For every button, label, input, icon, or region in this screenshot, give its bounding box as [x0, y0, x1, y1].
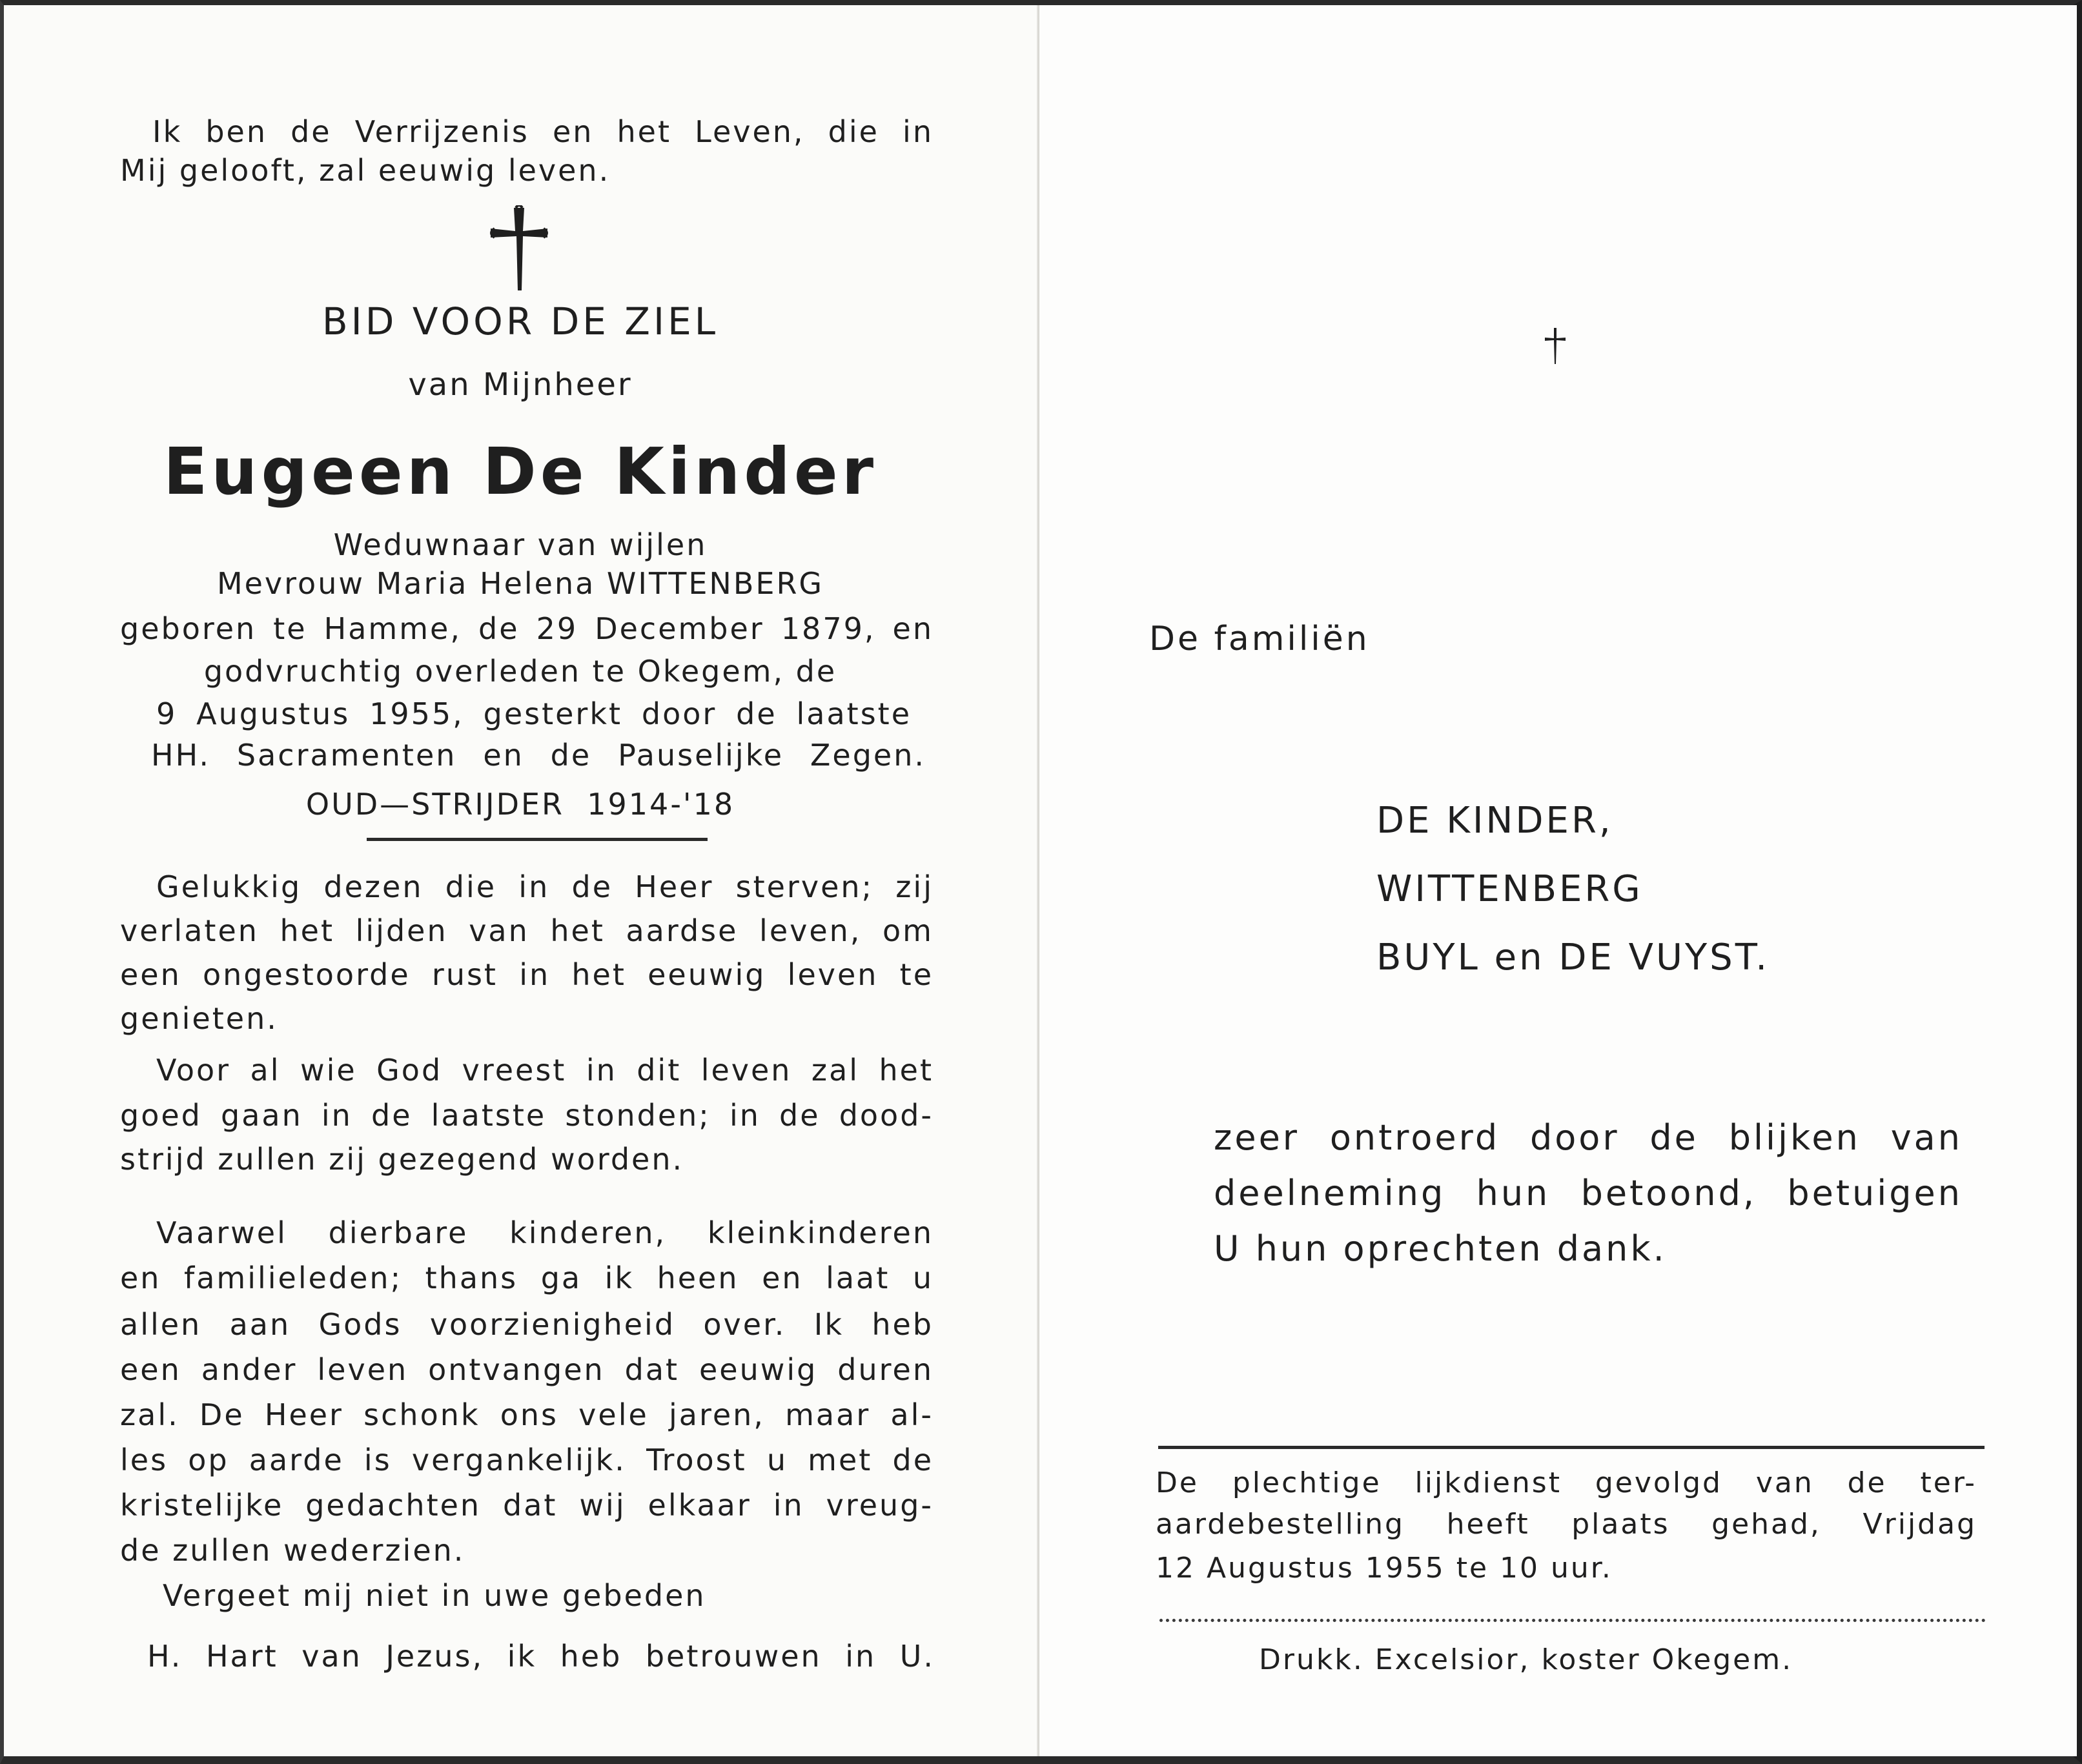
family-name-3: BUYL en DE VUYST. [1376, 937, 1770, 978]
detail-line-3: geboren te Hamme, de 29 December 1879, en [120, 611, 934, 646]
body-line-9: en familieleden; thans ga ik heen en laat u [120, 1261, 934, 1295]
verse-line-1: Ik ben de Verrijzenis en het Leven, die in [152, 114, 934, 149]
service-line-3: 12 Augustus 1955 te 10 uur. [1156, 1552, 1613, 1585]
body-line-15: de zullen wederzien. [120, 1533, 465, 1568]
verse-line-2: Mij gelooft, zal eeuwig leven. [120, 153, 611, 188]
cross-icon [480, 205, 558, 296]
detail-line-2: Mevrouw Maria Helena WITTENBERG [216, 566, 824, 601]
thanks-line-2: deelneming hun betoond, betuigen [1214, 1173, 1963, 1213]
body-line-3: een ongestoorde rust in het eeuwig leven te [120, 957, 934, 992]
body-line-2: verlaten het lijden van het aardse leven, om [120, 913, 934, 948]
thanks-line-3: U hun oprechten dank. [1214, 1228, 1667, 1269]
detail-line-5: 9 Augustus 1955, gesterkt door de laatste [156, 696, 912, 731]
body-line-4: genieten. [120, 1001, 278, 1036]
family-name-2: WITTENBERG [1376, 868, 1643, 910]
deceased-name: Eugeen De Kinder [163, 434, 878, 509]
body-line-12: zal. De Heer schonk ons vele jaren, maar al- [120, 1397, 934, 1432]
detail-line-6: HH. Sacramenten en de Pauselijke Zegen. [151, 738, 926, 773]
heading: BID VOOR DE ZIEL [321, 299, 719, 343]
printer-line: Drukk. Excelsior, koster Okegem. [1259, 1643, 1793, 1676]
detail-line-4: godvruchtig overleden te Okegem, de [203, 654, 837, 689]
body-line-13: les op aarde is vergankelijk. Troost u met de [120, 1443, 934, 1477]
right-panel [1039, 5, 2077, 1756]
body-line-17: H. Hart van Jezus, ik heb betrouwen in U. [147, 1639, 935, 1674]
body-line-7: strijd zullen zij gezegend worden. [120, 1142, 684, 1177]
body-line-6: goed gaan in de laatste stonden; in de dood- [120, 1098, 934, 1133]
body-line-16: Vergeet mij niet in uwe gebeden [163, 1578, 706, 1613]
body-line-10: allen aan Gods voorzienigheid over. Ik heb [120, 1307, 934, 1342]
thanks-line-1: zeer ontroerd door de blijken van [1214, 1117, 1963, 1158]
body-line-11: een ander leven ontvangen dat eeuwig duren [120, 1352, 934, 1387]
small-cross-icon [1542, 327, 1568, 365]
body-line-8: Vaarwel dierbare kinderen, kleinkinderen [156, 1215, 934, 1250]
families-lead: De familiën [1149, 620, 1370, 658]
veteran-line: OUD—STRIJDER 1914-'18 [305, 787, 735, 822]
divider [367, 838, 708, 841]
van-mijnheer: van Mijnheer [408, 367, 633, 403]
family-name-1: DE KINDER, [1376, 800, 1613, 842]
service-line-2: aardebestelling heeft plaats gehad, Vrijdag [1156, 1508, 1977, 1541]
body-line-5: Voor al wie God vreest in dit leven zal het [156, 1053, 934, 1088]
detail-line-1: Weduwnaar van wijlen [333, 527, 708, 562]
body-line-14: kristelijke gedachten dat wij elkaar in vreug- [120, 1488, 934, 1523]
body-line-1: Gelukkig dezen die in de Heer sterven; zij [156, 869, 934, 904]
service-line-1: De plechtige lijkdienst gevolgd van de ter- [1156, 1466, 1977, 1499]
service-dotted-rule [1159, 1619, 1986, 1622]
left-panel [4, 5, 1039, 1756]
service-top-rule [1158, 1446, 1985, 1449]
